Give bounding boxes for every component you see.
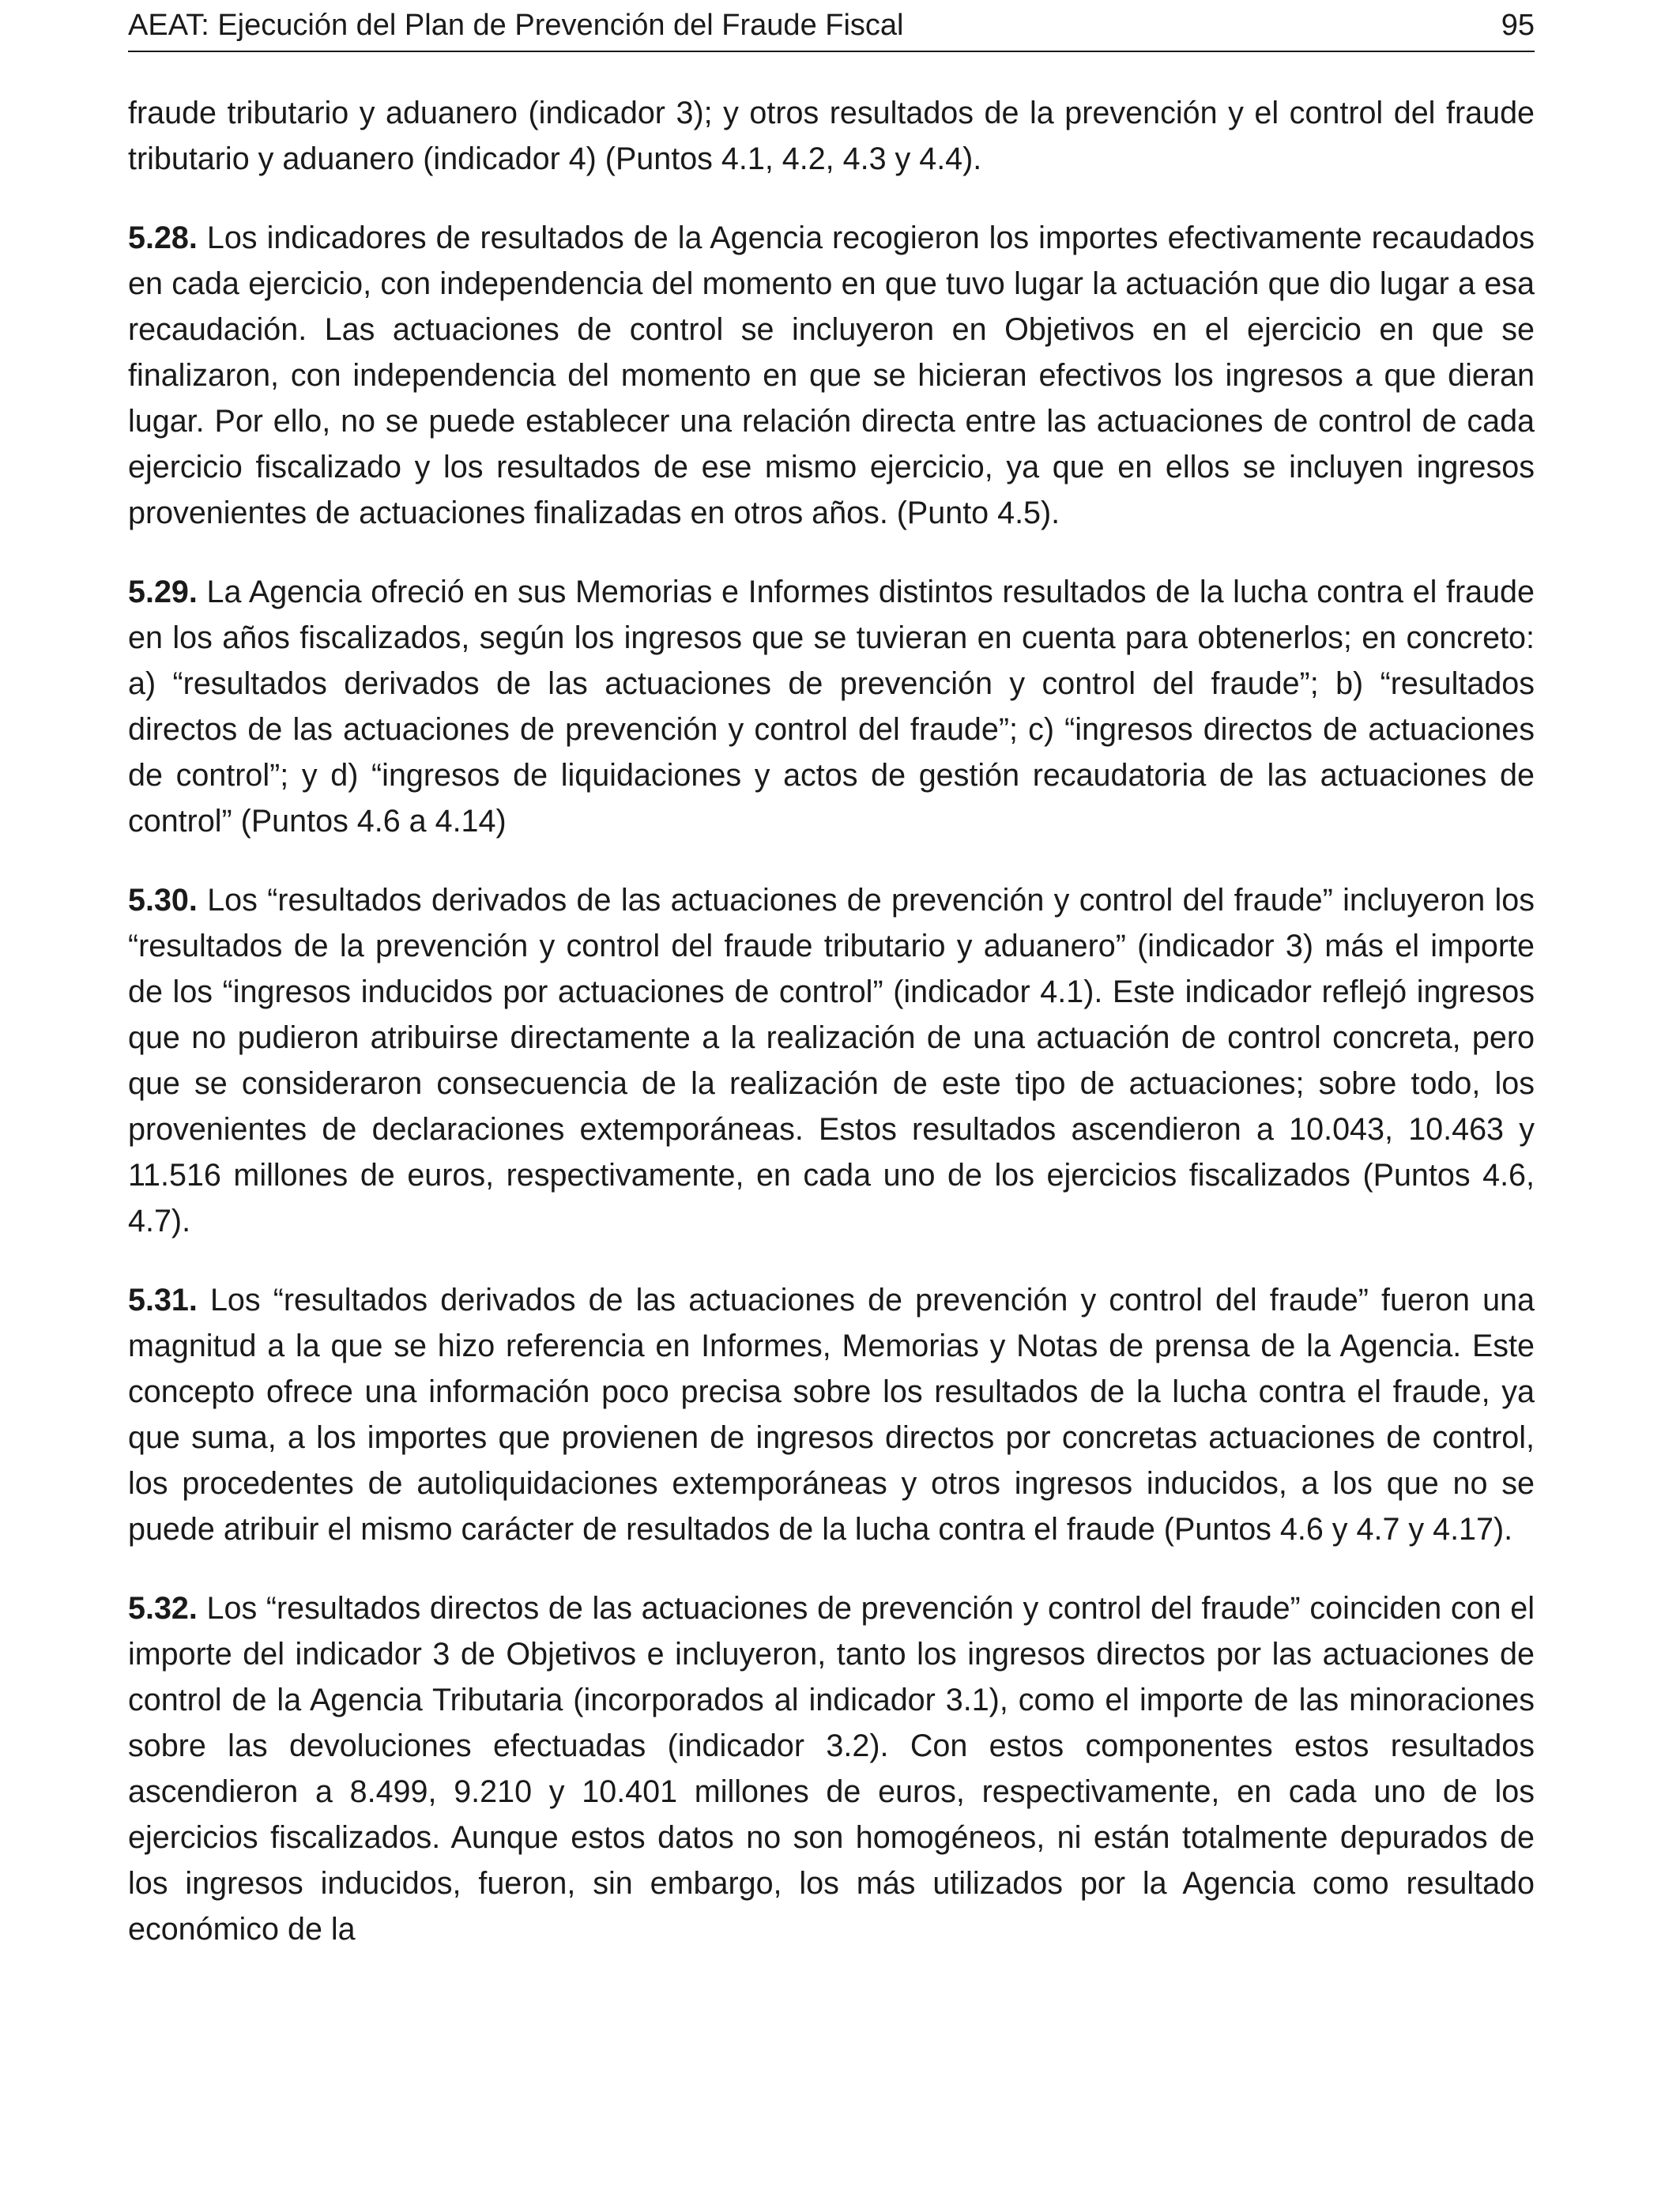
- page-number: 95: [1501, 9, 1535, 42]
- paragraph-number: 5.30.: [128, 883, 198, 918]
- paragraph-text: fraude tributario y aduanero (indicador 3); y otros resultados de la prevención y el control del fraude tributario y aduanero (indicador 4) (Puntos 4.1, 4.2, 4.3 y 4.4).: [128, 96, 1535, 176]
- paragraph-5-31: [128, 1277, 1535, 1552]
- paragraph-5-30: [128, 877, 1535, 1244]
- paragraph-5-29: [128, 569, 1535, 844]
- paragraph-text: Los indicadores de resultados de la Agencia recogieron los importes efectivamente recaudados en cada ejercicio, con independencia del momento en que tuvo lugar la actuación que dio lugar a esa recaudación. Las actuaciones de control se incluyeron en Objetivos en el ejercicio en que se finalizaron, con independencia del momento en que se hicieran efectivos los ingresos a que dieran lugar. Por ello, no se puede establecer una relación directa entre las actuaciones de control de cada ejercicio fiscalizado y los resultados de ese mismo ejercicio, ya que en ellos se incluyen ingresos provenientes de actuaciones finalizadas en otros años. (Punto 4.5).: [128, 221, 1535, 530]
- paragraph-text: Los “resultados derivados de las actuaciones de prevención y control del fraude” incluyeron los “resultados de la prevención y control del fraude tributario y aduanero” (indicador 3) más el importe de los “ingresos inducidos por actuaciones de control” (indicador 4.1). Este indicador reflejó ingresos que no pudieron atribuirse directamente a la realización de una actuación de control concreta, pero que se consideraron consecuencia de la realización de este tipo de actuaciones; sobre todo, los provenientes de declaraciones extemporáneas. Estos resultados ascendieron a 10.043, 10.463 y 11.516 millones de euros, respectivamente, en cada uno de los ejercicios fiscalizados (Puntos 4.6, 4.7).: [128, 883, 1535, 1238]
- document-page: [128, 0, 1535, 1952]
- paragraph-text: Los “resultados directos de las actuaciones de prevención y control del fraude” coinciden con el importe del indicador 3 de Objetivos e incluyeron, tanto los ingresos directos por las actuaciones de control de la Agencia Tributaria (incorporados al indicador 3.1), como el importe de las minoraciones sobre las devoluciones efectuadas (indicador 3.2). Con estos componentes estos resultados ascendieron a 8.499, 9.210 y 10.401 millones de euros, respectivamente, en cada uno de los ejercicios fiscalizados. Aunque estos datos no son homogéneos, ni están totalmente depurados de los ingresos inducidos, fueron, sin embargo, los más utilizados por la Agencia como resultado económico de la: [128, 1591, 1535, 1947]
- paragraph-text: La Agencia ofreció en sus Memorias e Informes distintos resultados de la lucha contra el fraude en los años fiscalizados, según los ingresos que se tuvieran en cuenta para obtenerlos; en concreto: a) “resultados derivados de las actuaciones de prevención y control del fraude”; b) “resultados directos de las actuaciones de prevención y control del fraude”; c) “ingresos directos de actuaciones de control”; y d) “ingresos de liquidaciones y actos de gestión recaudatoria de las actuaciones de control” (Puntos 4.6 a 4.14): [128, 575, 1535, 839]
- paragraph-number: 5.32.: [128, 1591, 198, 1626]
- paragraph-continuation: [128, 90, 1535, 182]
- paragraph-text: Los “resultados derivados de las actuaciones de prevención y control del fraude” fueron una magnitud a la que se hizo referencia en Informes, Memorias y Notas de prensa de la Agencia. Este concepto ofrece una información poco precisa sobre los resultados de la lucha contra el fraude, ya que suma, a los importes que provienen de ingresos directos por concretas actuaciones de control, los procedentes de autoliquidaciones extemporáneas y otros ingresos inducidos, a los que no se puede atribuir el mismo carácter de resultados de la lucha contra el fraude (Puntos 4.6 y 4.7 y 4.17).: [128, 1283, 1535, 1547]
- document-body: [128, 90, 1535, 1952]
- header-title: AEAT: Ejecución del Plan de Prevención del Fraude Fiscal: [128, 9, 904, 42]
- paragraph-number: 5.28.: [128, 221, 198, 255]
- running-header: [128, 0, 1535, 52]
- paragraph-number: 5.29.: [128, 575, 198, 609]
- paragraph-5-32: [128, 1585, 1535, 1952]
- paragraph-number: 5.31.: [128, 1283, 198, 1318]
- paragraph-5-28: [128, 215, 1535, 536]
